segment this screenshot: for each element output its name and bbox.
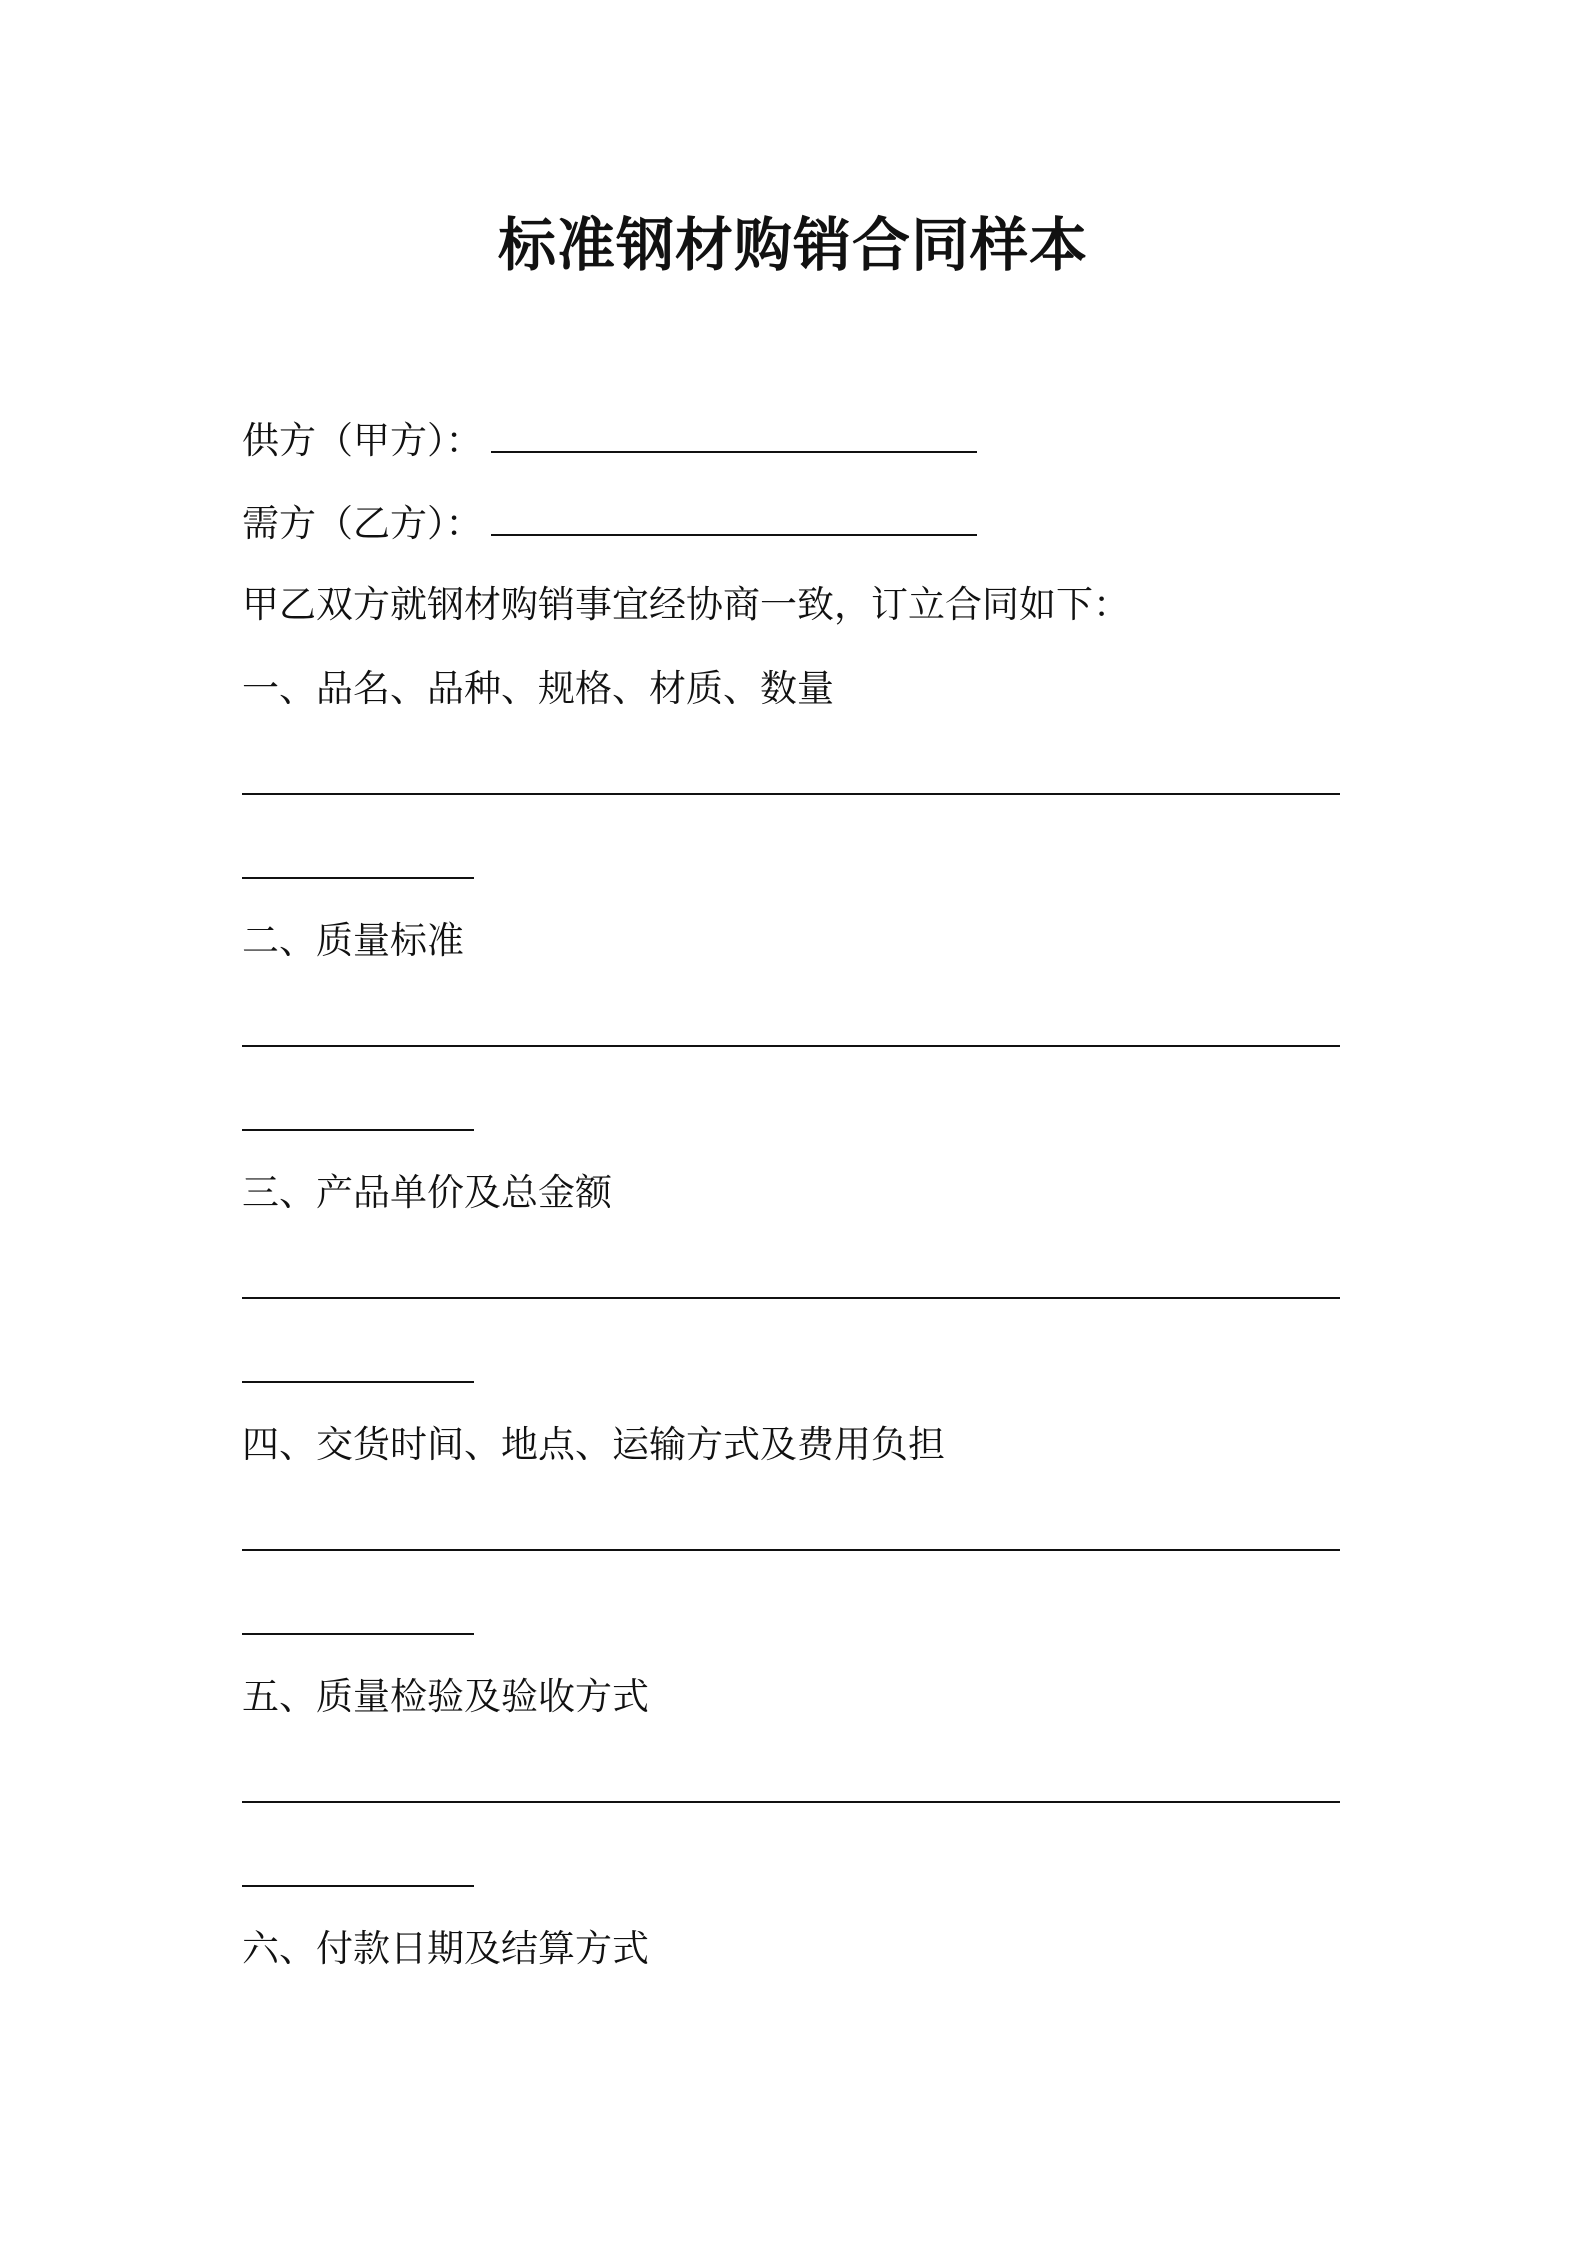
section-heading-1: 一、品名、品种、规格、材质、数量 [242,667,834,710]
section-heading-3: 三、产品单价及总金额 [242,1171,612,1214]
buyer-line [242,498,977,546]
section-4-blank-line-short[interactable] [242,1633,474,1635]
buyer-blank[interactable] [491,498,977,536]
section-1-blank-line-short[interactable] [242,877,474,879]
section-5-blank-line-short[interactable] [242,1885,474,1887]
section-heading-2: 二、质量标准 [242,919,464,962]
section-heading-6: 六、付款日期及结算方式 [242,1927,649,1970]
section-2-blank-line-short[interactable] [242,1129,474,1131]
section-2-blank-line[interactable] [242,1045,1340,1047]
section-5-blank-line[interactable] [242,1801,1340,1803]
intro-text: 甲乙双方就钢材购销事宜经协商一致，订立合同如下： [242,583,1130,626]
supplier-line [242,415,977,463]
section-1-blank-line[interactable] [242,793,1340,795]
document-title: 标准钢材购销合同样本 [497,211,1088,279]
supplier-blank[interactable] [491,415,977,453]
supplier-label: 供方（甲方）： [242,419,483,462]
section-3-blank-line[interactable] [242,1297,1340,1299]
section-3-blank-line-short[interactable] [242,1381,474,1383]
section-heading-5: 五、质量检验及验收方式 [242,1675,649,1718]
section-heading-4: 四、交货时间、地点、运输方式及费用负担 [242,1423,945,1466]
buyer-label: 需方（乙方）： [242,502,483,545]
section-4-blank-line[interactable] [242,1549,1340,1551]
